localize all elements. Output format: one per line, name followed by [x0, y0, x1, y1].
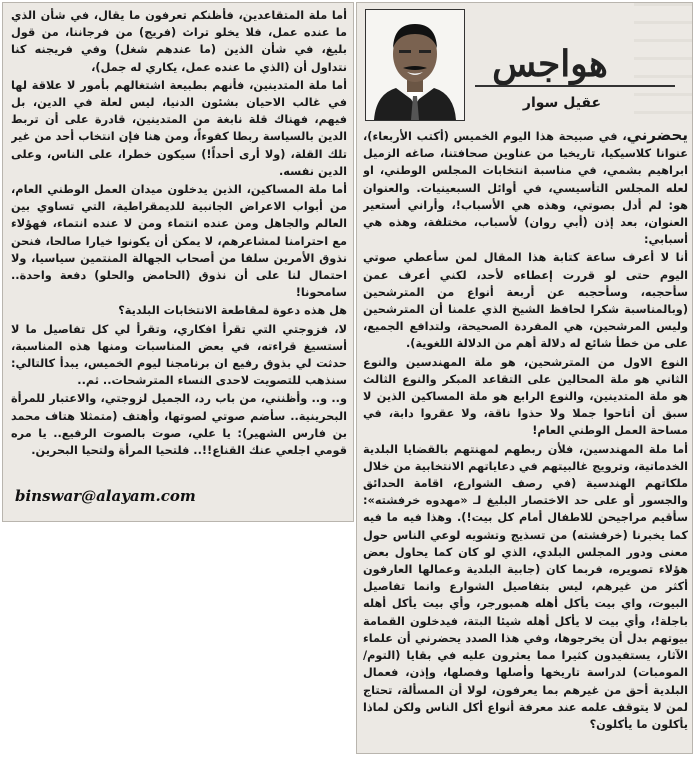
paragraph: أما ملة المساكين، الذين يدخلون ميدان العمل الوطني العام، من أبواب الاعراض الجانبية للديمقراطية، التي تساوي بين العالم والجاهل ومن عنده انتماء ومن لا عنده انتماء، فهؤلاء مع احترامنا لمشاعرهم، لا يمكن أن يكونوا خيارا صالحا، فنحن نذوق الأمرين سلفا من أصحاب الجهالة المنتمين سياسيا، ولا احتمال لنا على أن نذوق (الحامض والحلو) دفعة واحدة.. سامحونا! [11, 183, 347, 300]
author-photo [365, 9, 465, 121]
paragraph: هل هذه دعوة لمقاطعة الانتخابات البلدية؟ [118, 304, 347, 318]
paragraph: لا، فزوجتي التي تقرأ افكاري، وتقرأ لي كل تفاصيل ما لا أستسيغ قراءته، في بعض المناسبات ومنها هذه المناسبة، حدثت لي بذوق رفيع ان برنامجنا ليوم الخميس، يبدأ كالتالي: سنذهب للتصويت لاحدى النساء المترشحات.. ثم.. [11, 322, 347, 388]
paragraph: النوع الاول من المترشحين، هو ملة المهندسين والنوع الثاني هو ملة المحالين على التقاعد المبكر والنوع الثالث هو ملة المتدينين، والنوع الرابع هو ملة المساكين الذين لا سبق أن أتاحوا جملا ولا حذوا ناقة، ولا عقروا دابة، في مساحة العمل الوطني العام! [363, 355, 688, 438]
paragraph: أنا لا أعرف ساعة كتابة هذا المقال لمن سأعطي صوتي اليوم حتى لو قررت إعطاءه لأحد، لكني أعرف عمن سأحجبه، وسأحجبه عن أربعة أنواع من المترشحين (وبالمناسبة شكرا لحافظ الشيخ الذي علمنا أن المترشحين وليس المرشحين، هي المفردة الصحيحة، ولتدافع الجميع، على من خطأ شائع له دلالة أهم من الدلالة اللغوية). [363, 251, 688, 351]
article-text [363, 127, 688, 749]
paragraph: أما ملة المهندسين، فلأن ربطهم لمهنتهم بالقضايا البلدية الخدماتية، وترويج غالبيتهم في دعاياتهم الانتخابية من خلال ملكاتهم الهندسية (في رصف الشوارع، اقامة الحدائق والجسور أو على حد الاختصار البليغ لـ «مهدوه خرفشته»: سأقيم مراجيحن للاطفال أمام كل بيت!). وهذا فيه ما فيه كما يخبرنا (خرفشته) من تسذيج وتشويه لوعي الناس حول معنى ودور المجلس البلدي، الذي لو كان كما يحاول بعض هؤلاء تصويره، فربما كان (جابية البلدية وعمالها العارفون أكثر من غيرهم، ليس بتفاصيل الشوارع وانما تفاصيل البيوت، واي بيت يأكل أهله همبورجر، وأي بيت يأكل أهله باجلة!، وأي بيت لا يأكل أهله شيئا البتة، فيدخلون القمامة بيوتهم بدل أن يخرجوها، وفي هذا الصدد يحضرني أن علماء الآثار، يستفيدون كثيرا مما يعثرون عليه في بقايا (التوم/ المومبات) لدراسة تاريخها وأصلها وفصلها، وإذن، فعمال البلدية أحق من غيرهم بما يعرفون، لولا أن المسألة، تحتاج لمن لا يتوقف علمه عند معرفة أنواع أكل الناس ولكن لماذا يأكلون ما يأكلون؟ [363, 442, 688, 731]
paragraph [363, 127, 688, 248]
author-name: عقيل سوار [522, 95, 602, 111]
paragraph: أما ملة المتدينين، فأنهم بطبيعة اشتغالهم بأمور لا علاقة لها في غالب الاحيان بشئون الدنيا، ليس لعلة في الدين، بل فيهم، فهناك قلة نابغة من المتدينين، قادرة على أن تربط الدين بالسياسة ربطا كفوءاً، ومن هنا فإن انتخاب أحد من غير تلك القلة، (ولا أرى أحداً!) سيكون خطرا، على الناس، وعلى الدين نفسه. [11, 78, 347, 178]
paragraph: أما ملة المتقاعدين، فأظنكم تعرفون ما يقال، في شأن الذي ما عنده عمل، فلا يخلو تراث (فريج) من فرجاننا، من قول بليغ، في شأن الذين (ما عندهم شغل) وفي فريجنه كنا نتداول أن (الذي ما عنده عمل، يكاري له جمل)، [11, 9, 347, 74]
faded-background-text [634, 3, 693, 123]
paragraph: و.. و.. وأظنني، من باب رد، الجميل لزوجتي، والاعتبار للمرأة البحرينية.. سأضم صوتي لصوتها، وأهتف (متمثلا هتاف محمد بن فارس الشهير): يا علي، صوت بالصوت الرفيع.. يا مره قومي اجلعي عنك القناع!!.. فلتحيا المرأة ولتحيا البحرين. [11, 392, 347, 458]
column-title: هواجس [492, 43, 608, 85]
article-continuation-clip [2, 2, 354, 522]
column-clip [356, 2, 693, 754]
column-header [357, 3, 693, 127]
author-email: binswar@alayam.com [15, 487, 196, 505]
title-divider [475, 85, 675, 87]
lead-word: يحضرني [626, 127, 688, 144]
paragraph-lead: ، في صبيحة هذا اليوم الخميس (أكتب الأربعاء)، عنوانا كلاسيكيا، تاريخيا من عناوين صحافتنا، صاغه الزميل ابراهيم بشمي، في مناسبة انتخابات المجلس الوطني، او لعله المجلس التأسيسي، في أوائل السبعينيات. والعنوان هو: لم أدل بصوتي، وهذه هي الأسباب!، وأراني أستعير العنوان، بعد إذن (أبي روان) لأسباب، مختلفة، وهذه هي أسبابي: [363, 130, 688, 247]
article-continuation-text [11, 7, 347, 483]
